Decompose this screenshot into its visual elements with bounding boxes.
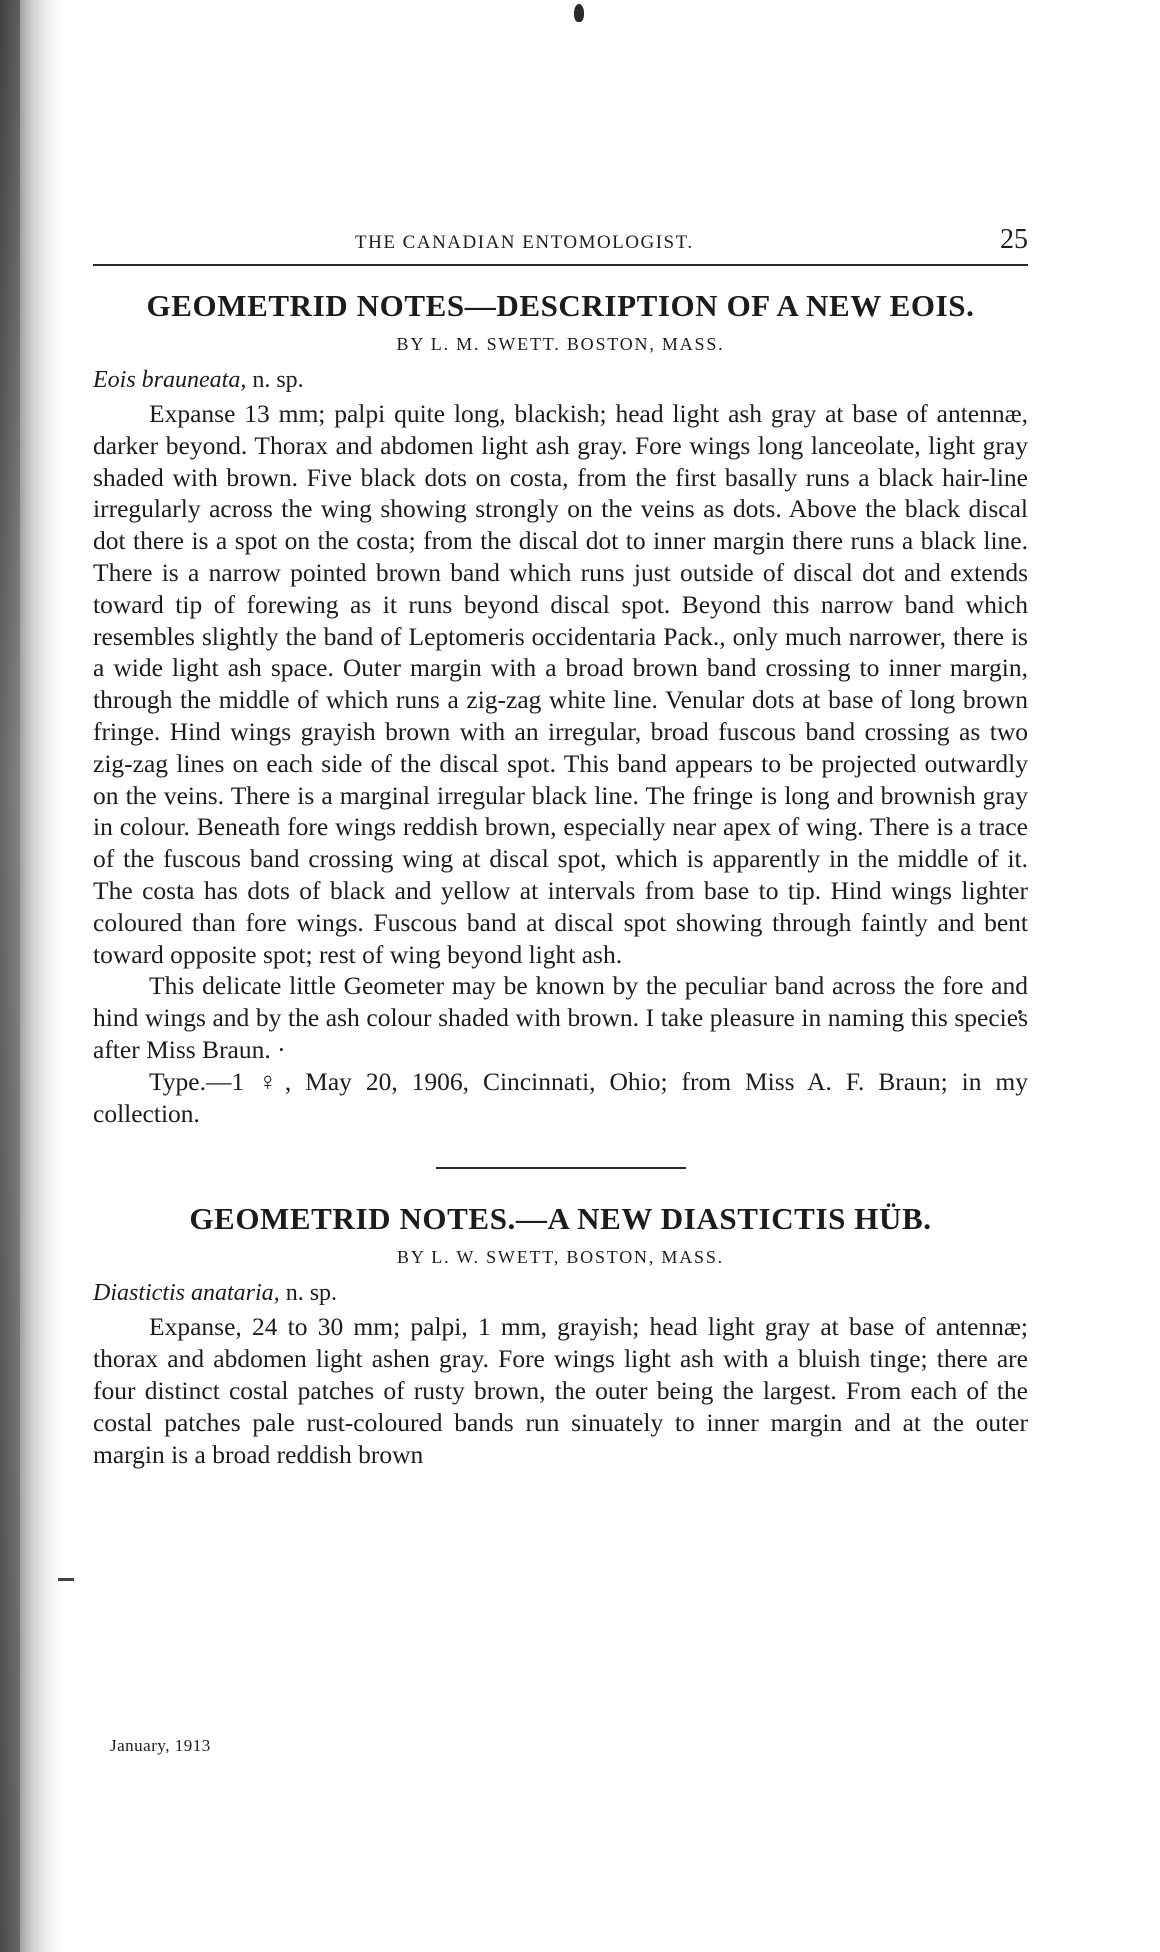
ink-mark bbox=[574, 4, 584, 22]
species-heading bbox=[93, 362, 1028, 398]
journal-page bbox=[93, 220, 1028, 1470]
article-byline: BY L. W. SWETT, BOSTON, MASS. bbox=[397, 1247, 724, 1268]
species-name: Eois brauneata, bbox=[93, 367, 247, 393]
running-head bbox=[93, 220, 1028, 266]
section-divider bbox=[436, 1167, 686, 1169]
article-title: GEOMETRID NOTES.—A NEW DIASTICTIS HÜB. bbox=[189, 1201, 932, 1237]
stray-ink-dash bbox=[58, 1578, 74, 1581]
species-name: Diastictis anataria, bbox=[93, 1280, 280, 1307]
remarks-paragraph: This delicate little Geometer may be known by the peculiar band across the fore and hind wings and by the ash colour shaded with brown. I take pleasure in naming this species after Miss Braun. · bbox=[93, 971, 1028, 1064]
article-byline: BY L. M. SWETT. BOSTON, MASS. bbox=[396, 334, 725, 354]
article-eois bbox=[93, 286, 1028, 1129]
description-paragraph: Expanse, 24 to 30 mm; palpi, 1 mm, grayish; head light gray at base of antennæ; thorax and abdomen light ashen gray. Fore wings light ash with a bluish tinge; there are four distinct costal patches of rusty brown, the outer being the largest. From each of the costal patches pale rust-coloured bands run sinuately to inner margin and at the outer margin is a broad reddish brown bbox=[93, 1312, 1028, 1469]
article-diastictis bbox=[93, 1199, 1028, 1470]
issue-date: January, 1913 bbox=[110, 1736, 211, 1755]
description-paragraph: Expanse 13 mm; palpi quite long, blackish; head light ash gray at base of antennæ, darker beyond. Thorax and abdomen light ash gray. Fore wings long lanceolate, light gray shaded with brown. Five black dots on costa, from the first basally runs a black hair-line irregularly across the wing showing strongly on the veins as dots. Above the black discal dot there is a spot on the costa; from the discal dot to inner margin there runs a black line. There is a narrow pointed brown band which runs just outside of discal dot and extends toward tip of forewing as it runs beyond discal spot. Beyond this narrow band which resembles slightly the band of Leptomeris occidentaria Pack., only much narrower, there is a wide light ash space. Outer margin with a broad brown band crossing to inner margin, through the middle of which runs a zig-zag white line. Venular dots at base of long brown fringe. Hind wings grayish brown with an irregular, broad fuscous band crossing as two zig-zag lines on each side of the discal spot. This band appears to be projected outwardly on the veins. There is a marginal irregular black line. The fringe is long and brownish gray in colour. Beneath fore wings reddish brown, especially near apex of wing. There is a trace of the fuscous band crossing wing at discal spot, which is apparently in the middle of it. The costa has dots of black and yellow at intervals from base to tip. Hind wings lighter coloured than fore wings. Fuscous band at discal spot showing through faintly and bent toward opposite spot; rest of wing beyond light ash. bbox=[93, 399, 1028, 969]
species-suffix: n. sp. bbox=[246, 367, 304, 393]
page-number: 25 bbox=[1000, 224, 1028, 255]
journal-title: THE CANADIAN ENTOMOLOGIST. bbox=[355, 232, 694, 253]
type-paragraph: Type.—1 ♀, May 20, 1906, Cincinnati, Ohio; from Miss A. F. Braun; in my collection. bbox=[93, 1066, 1028, 1128]
species-suffix: n. sp. bbox=[279, 1280, 338, 1307]
article-title: GEOMETRID NOTES—DESCRIPTION OF A NEW EOIS. bbox=[146, 288, 975, 323]
page-gutter-edge bbox=[0, 0, 20, 1952]
species-heading bbox=[93, 1275, 1028, 1311]
